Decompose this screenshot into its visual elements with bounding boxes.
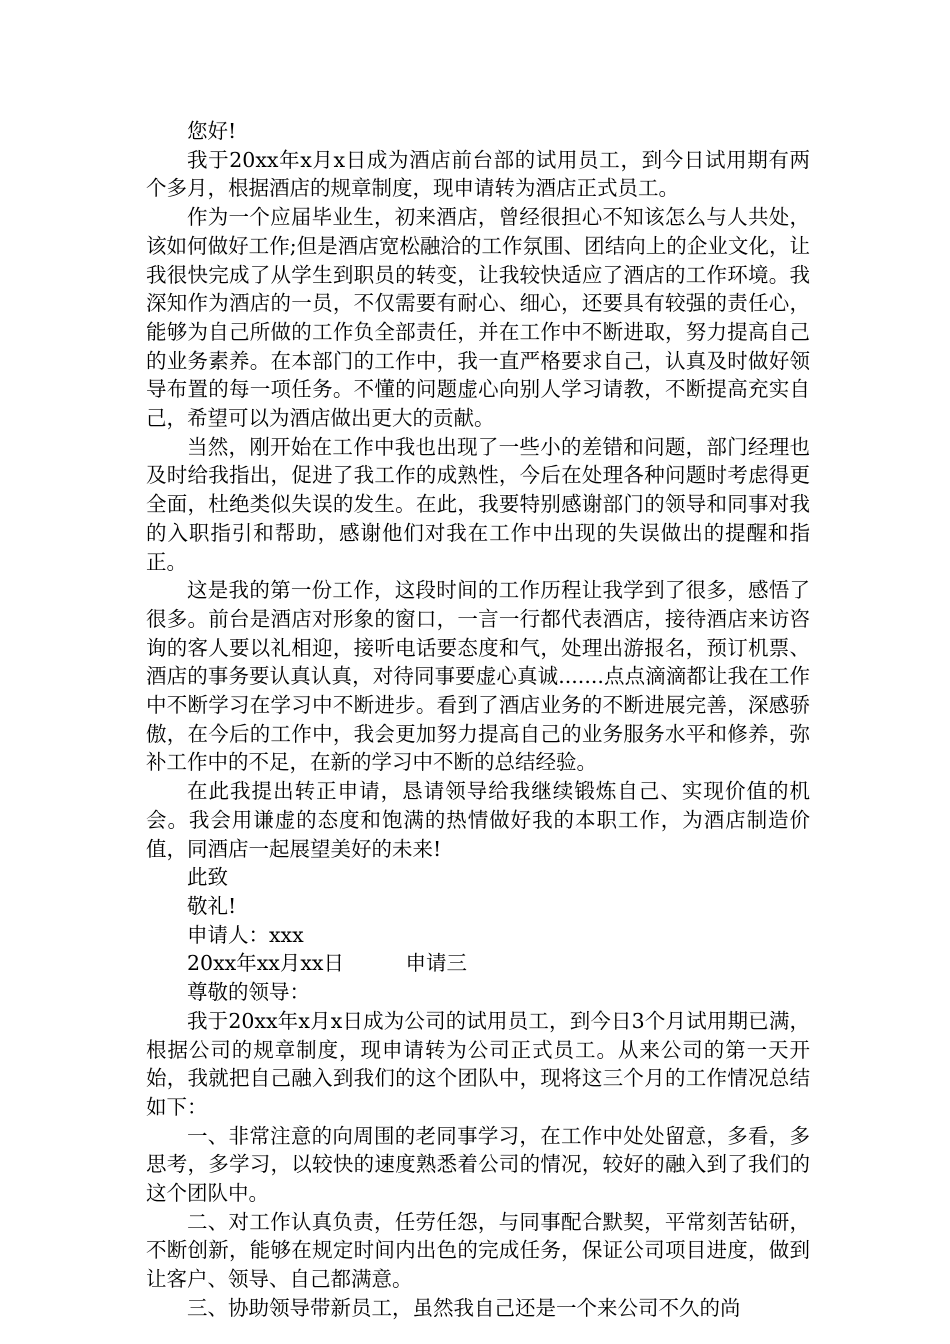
closing-line-1: 此致	[187, 865, 228, 890]
greeting: 您好!	[187, 119, 237, 143]
paragraph-mistakes: 当然，刚开始在工作中我也出现了一些小的差错和问题，部门经理也及时给我指出，促进了我工作的成熟性，今后在处理各种问题时考虑得更全面，杜绝类似失误的发生。在此，我要特别感谢部门的领导和同事对我的入职指引和帮助，感谢他们对我在工作中出现的失误做出的提醒和指正。	[146, 434, 810, 574]
paragraph-request: 在此我提出转正申请，恳请领导给我继续锻炼自己、实现价值的机会。我会用谦虚的态度和饱满的热情做好我的本职工作，为酒店制造价值，同酒店一起展望美好的未来!	[146, 779, 810, 861]
paragraph-probation-intro: 我于20xx年x月x日成为酒店前台部的试用员工，到今日试用期有两个多月，根据酒店的规章制度，现申请转为酒店正式员工。	[146, 147, 810, 201]
applicant-line: 申请人：xxx	[187, 922, 304, 947]
date-and-heading-line	[146, 949, 810, 978]
paragraph-adaptation: 作为一个应届毕业生，初来酒店，曾经很担心不知该怎么与人共处，该如何做好工作;但是酒店宽松融洽的工作氛围、团结向上的企业文化，让我很快完成了从学生到职员的转变，让我较快适应了酒店的工作环境。我深知作为酒店的一员，不仅需要有耐心、细心，还要具有较强的责任心，能够为自己所做的工作负全部责任，并在工作中不断进取，努力提高自己的业务素养。在本部门的工作中，我一直严格要求自己，认真及时做好领导布置的每一项任务。不懂的问题虚心向别人学习请教，不断提高充实自己，希望可以为酒店做出更大的贡献。	[146, 205, 810, 431]
date-text: 20xx年xx月xx日	[187, 951, 344, 976]
paragraph-letter2-intro: 我于20xx年x月x日成为公司的试用员工，到今日3个月试用期已满，根据公司的规章制度，现申请转为公司正式员工。从来公司的第一天开始，我就把自己融入到我们的这个团队中，现将这三个月的工作情况总结如下：	[146, 1008, 810, 1119]
paragraph-letter2-point1: 一、非常注意的向周围的老同事学习，在工作中处处留意，多看，多思考，多学习，以较快的速度熟悉着公司的情况，较好的融入到了我们的这个团队中。	[146, 1123, 810, 1206]
paragraph-letter2-point3: 三、协助领导带新员工，虽然我自己还是一个来公司不久的尚	[187, 1295, 741, 1320]
closing-line-2: 敬礼!	[187, 893, 237, 918]
paragraph-letter2-point2: 二、对工作认真负责，任劳任怨，与同事配合默契，平常刻苦钻研，不断创新，能够在规定时间内出色的完成任务，保证公司项目进度，做到让客户、领导、自己都满意。	[146, 1209, 810, 1292]
paragraph-first-job: 这是我的第一份工作，这段时间的工作历程让我学到了很多，感悟了很多。前台是酒店对形象的窗口，一言一行都代表酒店，接待酒店来访咨询的客人要以礼相迎，接听电话要态度和气，处理出游报名，预订机票、酒店的事务要认真认真，对待同事要虚心真诚.......点点滴滴都让我在工作中不断学习在学习中不断进步。看到了酒店业务的不断进展完善，深感骄傲，在今后的工作中，我会更加努力提高自己的业务服务水平和修养，弥补工作中的不足，在新的学习中不断的总结经验。	[146, 578, 810, 775]
salutation-2: 尊敬的领导：	[187, 980, 310, 1005]
document-body	[146, 117, 810, 1323]
next-letter-heading: 申请三	[405, 951, 467, 976]
